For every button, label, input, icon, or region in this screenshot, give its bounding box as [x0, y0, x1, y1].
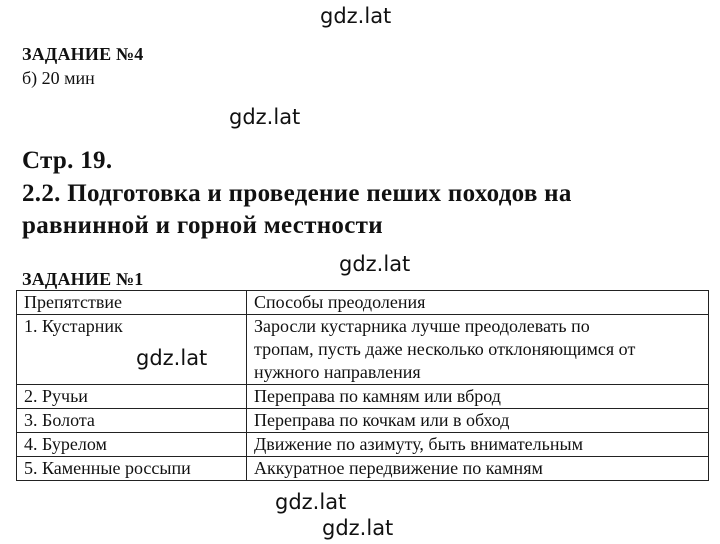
section-title-line1: 2.2. Подготовка и проведение пеших походов на [22, 180, 572, 207]
watermark-section: gdz.lat [339, 252, 411, 276]
method-cell: Переправа по кочкам или в обход [247, 409, 709, 433]
method-cell: Движение по азимуту, быть внимательным [247, 433, 709, 457]
method-line: нужного направления [254, 362, 421, 382]
header-method: Способы преодоления [247, 291, 709, 315]
obstacle-cell: 5. Каменные россыпи [17, 457, 247, 481]
header-obstacle: Препятствие [17, 291, 247, 315]
table-row [17, 385, 709, 409]
method-cell: Переправа по камням или вброд [247, 385, 709, 409]
watermark-bottom-1: gdz.lat [275, 490, 347, 514]
method-cell [247, 315, 709, 385]
method-line: Заросли кустарника лучше преодолевать по [254, 316, 590, 336]
page-number: Стр. 19. [22, 147, 113, 174]
obstacle-cell: 3. Болота [17, 409, 247, 433]
obstacles-table [16, 290, 709, 481]
watermark-bottom-2: gdz.lat [322, 516, 394, 540]
obstacle-cell: 4. Бурелом [17, 433, 247, 457]
table-row [17, 409, 709, 433]
obstacle-cell: 2. Ручьи [17, 385, 247, 409]
obstacle-cell: 1. Кустарник [17, 315, 247, 385]
table-header-row [17, 291, 709, 315]
method-line: тропам, пусть даже несколько отклоняющимся от [254, 339, 636, 359]
task4-answer: б) 20 мин [22, 68, 95, 88]
table-row [17, 433, 709, 457]
watermark-table: gdz.lat [136, 346, 208, 370]
table-row [17, 315, 709, 385]
table-row [17, 457, 709, 481]
task1-title: ЗАДАНИЕ №1 [22, 269, 144, 289]
watermark-middle: gdz.lat [229, 105, 301, 129]
method-cell: Аккуратное передвижение по камням [247, 457, 709, 481]
watermark-top: gdz.lat [320, 4, 392, 28]
section-title-line2: равнинной и горной местности [22, 212, 383, 239]
task4-title: ЗАДАНИЕ №4 [22, 44, 144, 64]
